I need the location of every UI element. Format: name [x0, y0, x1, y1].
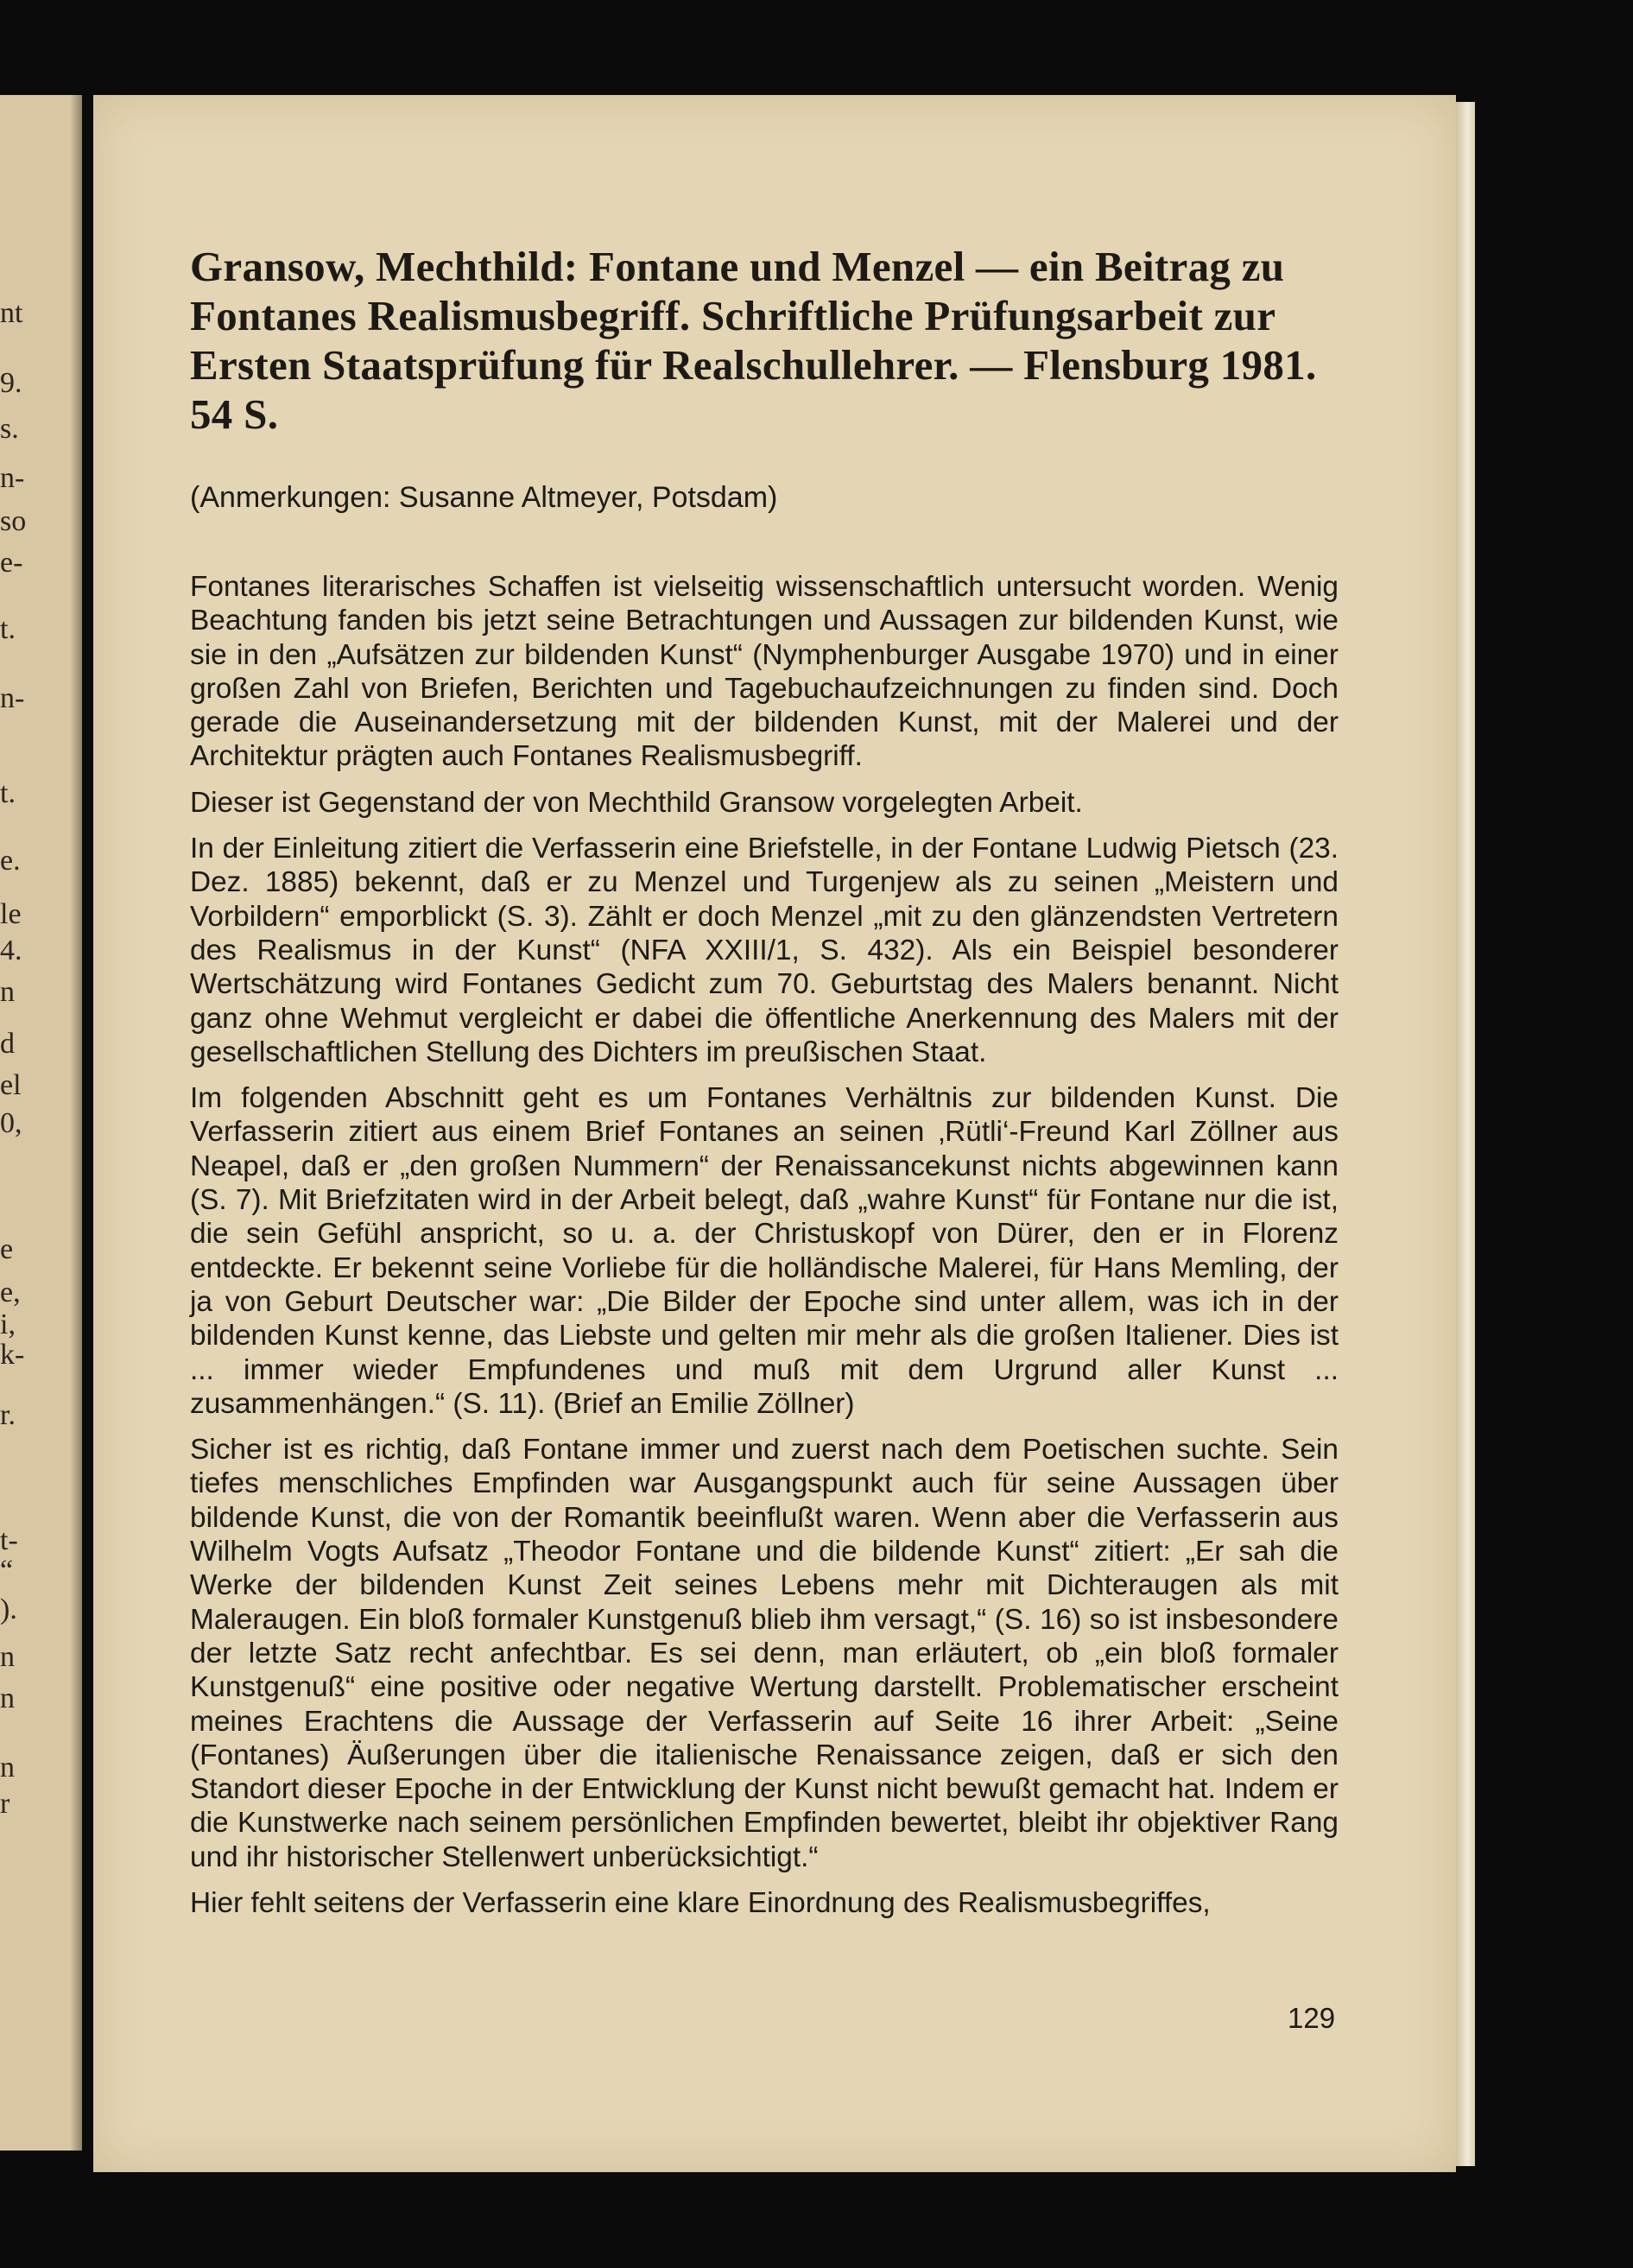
review-heading: Gransow, Mechthild: Fontane und Menzel — ein Beitrag zu Fontanes Realismusbegriff. Schriftliche Prüfungsarbeit zur Ersten Staatsprüfung für Realschullehrer. — Flensburg 1981. 54 S.	[190, 243, 1317, 438]
prev-page-fragment: e-	[0, 547, 23, 579]
body-paragraph: Dieser ist Gegenstand der von Mechthild Gransow vorgelegten Arbeit.	[190, 786, 1083, 819]
prev-page-fragment: e,	[0, 1277, 21, 1308]
book-page	[93, 95, 1456, 2172]
prev-page-fragment: 4.	[0, 934, 22, 966]
body-paragraph: In der Einleitung zitiert die Verfasserin eine Briefstelle, in der Fontane Ludwig Pietsch (23. Dez. 1885) bekennt, daß er zu Menzel und Turgenjew als zu seinen „Meistern und Vorbildern“ emporblickt (S. 3). Zählt er doch Menzel „mit zu den glänzendsten Vertretern des Realismus in der Kunst“ (NFA XXIII/1, S. 432). Als ein Beispiel besonderer Wertschätzung wird Fontanes Gedicht zum 70. Geburtstag des Malers benannt. Nicht ganz ohne Wehmut vergleicht er dabei die öffentliche Anerkennung des Malers mit der gesellschaftlichen Stellung des Dichters im preußischen Staat.	[190, 833, 1339, 1068]
prev-page-fragment: n-	[0, 462, 25, 494]
prev-page-fragment: t.	[0, 613, 16, 645]
prev-page-fragment: nt	[0, 297, 23, 329]
prev-page-fragment: t-	[0, 1524, 18, 1556]
prev-page-fragment: n	[0, 1752, 15, 1783]
prev-page-fragment: k-	[0, 1339, 25, 1371]
prev-page-fragment: t.	[0, 777, 16, 809]
prev-page-fragment: el	[0, 1069, 22, 1101]
prev-page-fragment: r	[0, 1788, 10, 1820]
book-gutter-shadow	[70, 95, 82, 2151]
prev-page-fragment: i,	[0, 1308, 16, 1340]
body-paragraph: Im folgenden Abschnitt geht es um Fontanes Verhältnis zur bildenden Kunst. Die Verfasserin zitiert aus einem Brief Fontanes an seinen ‚Rütli‘-Freund Karl Zöllner aus Neapel, daß er „den großen Nummern“ der Renaissancekunst nichts abgewinnen kann (S. 7). Mit Briefzitaten wird in der Arbeit belegt, daß „wahre Kunst“ für Fontane nur die ist, die sein Gefühl anspricht, so u. a. der Christuskopf von Dürer, den er in Florenz entdeckte. Er bekennt seine Vorliebe für die holländische Malerei, für Hans Memling, der ja von Geburt Deutscher war: „Die Bilder der Epoche sind unter allem, was ich in der bildenden Kunst kenne, das Liebste und gelten mir mehr als die großen Italiener. Dies ist ... immer wieder Empfundenes und muß mit dem Urgrund aller Kunst ... zusammenhängen.“ (S. 11). (Brief an Emilie Zöllner)	[190, 1082, 1339, 1420]
page-stack-edge	[1456, 102, 1475, 2166]
prev-page-fragment: s.	[0, 413, 19, 445]
prev-page-fragment: e.	[0, 845, 21, 877]
prev-page-fragment: n-	[0, 682, 25, 714]
prev-page-fragment: so	[0, 505, 27, 537]
page-number: 129	[1288, 2002, 1336, 2034]
previous-page-edge	[0, 95, 82, 2151]
prev-page-fragment: d	[0, 1028, 15, 1060]
body-paragraph: Hier fehlt seitens der Verfasserin eine klare Einordnung des Realismusbegriffes,	[190, 1886, 1211, 1919]
prev-page-fragment: ).	[0, 1593, 17, 1625]
prev-page-fragment: e	[0, 1233, 14, 1265]
review-article	[190, 242, 1339, 1932]
body-paragraph: Fontanes literarisches Schaffen ist vielseitig wissenschaftlich untersucht worden. Wenig Beachtung fanden bis jetzt seine Betrachtungen und Aussagen zur bildenden Kunst, wie sie in den „Aufsätzen zur bildenden Kunst“ (Nymphenburger Ausgabe 1970) und in einer großen Zahl von Briefen, Berichten und Tagebuchaufzeichnungen zu finden sind. Doch gerade die Auseinandersetzung mit der bildenden Kunst, mit der Malerei und der Architektur prägten auch Fontanes Realismusbegriff.	[190, 571, 1339, 773]
prev-page-fragment: n	[0, 1641, 15, 1673]
prev-page-fragment: 9.	[0, 367, 22, 399]
prev-page-fragment: 0,	[0, 1107, 22, 1139]
prev-page-fragment: le	[0, 898, 22, 930]
prev-page-fragment: r.	[0, 1399, 16, 1431]
prev-page-fragment: n	[0, 1682, 15, 1714]
annotation-credit: (Anmerkungen: Susanne Altmeyer, Potsdam)	[190, 481, 778, 514]
prev-page-fragment: “	[0, 1555, 14, 1587]
prev-page-fragment: n	[0, 976, 15, 1008]
body-paragraph: Sicher ist es richtig, daß Fontane immer und zuerst nach dem Poetischen suchte. Sein tiefes menschliches Empfinden war Ausgangspunkt auch für seine Aussagen über bildende Kunst, die von der Romantik beeinflußt waren. Wenn aber die Verfasserin aus Wilhelm Vogts Aufsatz „Theodor Fontane und die bildende Kunst“ zitiert: „Er sah die Werke der bildenden Kunst Zeit seines Lebens mehr mit Dichteraugen als mit Maleraugen. Ein bloß formaler Kunstgenuß blieb ihm versagt,“ (S. 16) so ist insbesondere der letzte Satz recht anfechtbar. Es sei denn, man erläutert, ob „ein bloß formaler Kunstgenuß“ eine positive oder negative Wertung darstellt. Problematischer erscheint meines Erachtens die Aussage der Verfasserin auf Seite 16 ihrer Arbeit: „Seine (Fontanes) Äußerungen über die italienische Renaissance zeigen, daß er sich den Standort dieser Epoche in der Entwicklung der Kunst nicht bewußt gemacht hat. Indem er die Kunstwerke nach seinem persönlichen Empfinden bewertet, bleibt ihr objektiver Rang und ihr historischer Stellenwert unberücksichtigt.“	[190, 1434, 1339, 1873]
